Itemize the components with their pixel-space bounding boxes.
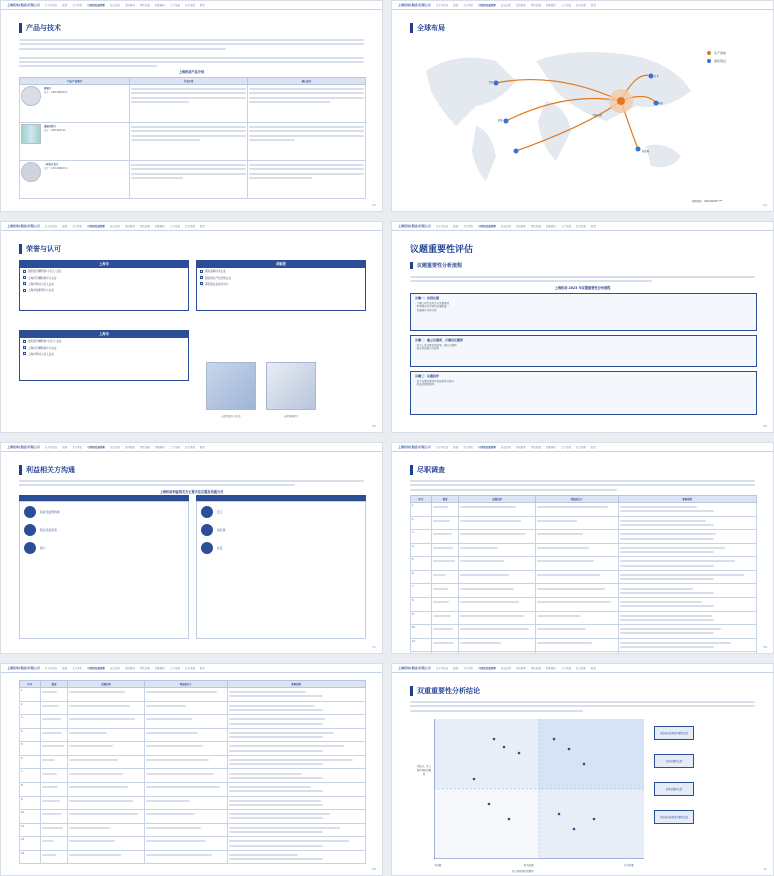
stakeholder-column: 政府及监管机构 股东及投资者 客户 <box>19 501 189 639</box>
x-tick: 较为重要 <box>524 864 534 867</box>
table-row: 9 <box>20 796 366 810</box>
nav-item[interactable]: 可持续发展管理 <box>87 446 105 449</box>
honor-box: 国家高新技术企业 国家知识产权优势企业 国家级企业技术中心 <box>196 267 366 311</box>
page-materiality <box>391 221 774 433</box>
nav-item[interactable]: 绿色发展 <box>530 4 541 7</box>
nav-item[interactable]: 可持续发展管理 <box>478 4 496 7</box>
check-icon <box>23 352 26 355</box>
nav-item[interactable]: 创新驱动 <box>545 225 556 228</box>
honor-box: 国家级专精特新"小巨人"企业 上海市专精特新中小企业 上海市科技小巨人企业 <box>19 337 189 381</box>
nav-item[interactable]: 绿色发展 <box>530 446 541 449</box>
nav-item[interactable]: 致辞 <box>453 446 459 449</box>
page-title: 议题重要性评估 <box>410 245 474 255</box>
nav-item[interactable]: 人才发展 <box>169 446 180 449</box>
check-icon <box>23 282 26 285</box>
nav-item[interactable]: 优质服务 <box>515 667 526 670</box>
nav-item[interactable]: 优质服务 <box>124 446 135 449</box>
page-number: 03 <box>372 203 376 207</box>
section-title: 议题重要性分析流程 <box>410 262 462 269</box>
page-number: 09 <box>372 867 376 871</box>
table-row: 5 <box>411 557 757 571</box>
table-title: 上海机场产品介绍 <box>178 70 205 74</box>
nav-item[interactable]: 附录 <box>199 225 205 228</box>
table-row: 9 <box>411 611 757 625</box>
nav-item[interactable]: 附录 <box>199 446 205 449</box>
city-label: 新加坡 <box>642 150 650 153</box>
certificate-photo <box>206 362 256 410</box>
nav-item[interactable]: 关于本报告 <box>44 446 58 449</box>
table-row: 8 <box>20 782 366 796</box>
contact-text: 销售热线：(021)50187 *** <box>692 200 723 203</box>
page-header <box>392 222 773 231</box>
legend-box: 影响重要性议题 <box>654 754 694 768</box>
section-title: 双重重要性分析结论 <box>410 686 480 696</box>
nav-item[interactable]: 关于本报告 <box>44 225 58 228</box>
page-due-diligence-cont <box>0 663 383 876</box>
process-step: 步骤二：建立议题库，并确定议题库 · 基于上述议题识别结果，建立议题库 · 征求利益相关方意见 <box>410 335 757 367</box>
legend-item: 生产基地 <box>707 51 726 55</box>
city-label: 韩国 <box>658 102 663 105</box>
nav-item[interactable]: 人才发展 <box>560 4 571 7</box>
honor-box-head: 上海市 <box>19 260 189 267</box>
page-products <box>0 0 383 212</box>
nav-item[interactable]: 致辞 <box>453 4 459 7</box>
nav-item[interactable]: 附录 <box>590 4 596 7</box>
nav-item[interactable]: 优质服务 <box>515 446 526 449</box>
nav-item[interactable]: 绿色发展 <box>139 446 150 449</box>
section-title <box>19 23 61 33</box>
table-row: 7 <box>20 769 366 783</box>
nav-item[interactable]: 创新驱动 <box>154 225 165 228</box>
check-icon <box>23 346 26 349</box>
nav-item[interactable]: 关于本报告 <box>44 667 58 670</box>
page-number: 08 <box>763 645 767 649</box>
company-logo: 上海机场(集团)有限公司 <box>398 445 431 449</box>
nav-item[interactable]: 优质服务 <box>124 4 135 7</box>
city-label: 美国 <box>488 81 493 84</box>
nav-item[interactable]: 附录 <box>590 225 596 228</box>
nav-item[interactable]: 致辞 <box>62 225 68 228</box>
page-header <box>1 222 382 231</box>
page-header <box>392 443 773 452</box>
table-row: 8 <box>411 597 757 611</box>
nav-item[interactable]: 关于我们 <box>463 667 474 670</box>
nav-item[interactable]: 附录 <box>199 667 205 670</box>
customer-icon <box>24 542 36 554</box>
table-row: 2 <box>411 516 757 530</box>
table-row: 4 <box>411 543 757 557</box>
x-axis-label: 对公司财务的重要性 <box>512 870 534 873</box>
check-icon <box>23 289 26 292</box>
nav-item[interactable]: 关于我们 <box>463 225 474 228</box>
title-text: 荣誉与认可 <box>26 245 61 253</box>
nav-item[interactable]: 致辞 <box>62 446 68 449</box>
nav-item[interactable]: 人才发展 <box>169 225 180 228</box>
city-label: 中国上海 <box>592 114 602 117</box>
title-text: 产品与技术 <box>26 24 61 32</box>
nav-item[interactable]: 绿色发展 <box>139 225 150 228</box>
page-global-layout <box>391 0 774 212</box>
nav-item[interactable]: 社会贡献 <box>575 667 586 670</box>
nav-item[interactable]: 关于我们 <box>463 4 474 7</box>
legend-item: 销售网点 <box>707 59 726 63</box>
honor-box-head: 上海市 <box>19 330 189 337</box>
world-map-icon <box>406 31 706 191</box>
table-row: 6 <box>20 755 366 769</box>
page-number: 10 <box>763 867 767 871</box>
product-table <box>19 77 366 199</box>
nav-item[interactable]: 创新驱动 <box>154 446 165 449</box>
photo-caption: 获授荣誉认可证书 <box>221 415 241 418</box>
intro-paragraph <box>19 478 364 489</box>
honor-box: 国家级专精特新"小巨人"企业 上海市专精特新中小企业 上海市科技小巨人企业 上海市创新型中小企业 <box>19 267 189 311</box>
page-header <box>392 664 773 673</box>
nav-item[interactable]: 创新驱动 <box>154 4 165 7</box>
intro-paragraph <box>410 699 755 714</box>
nav-item[interactable]: 致辞 <box>62 4 68 7</box>
nav-item[interactable]: 关于我们 <box>72 667 83 670</box>
nav-item[interactable]: 安全运营 <box>500 225 511 228</box>
nav-item[interactable]: 安全运营 <box>109 667 120 670</box>
nav-item[interactable]: 可持续发展管理 <box>87 225 105 228</box>
nav-item[interactable]: 绿色发展 <box>139 4 150 7</box>
nav-item[interactable]: 安全运营 <box>500 446 511 449</box>
nav-item[interactable]: 人才发展 <box>169 4 180 7</box>
page-number: 07 <box>372 645 376 649</box>
col-technology: 核心技术 <box>248 78 366 85</box>
nav-item[interactable]: 创新驱动 <box>154 667 165 670</box>
check-icon <box>23 270 26 273</box>
intro-paragraph <box>410 274 755 285</box>
nav-item[interactable]: 优质服务 <box>515 4 526 7</box>
nav-item[interactable]: 绿色发展 <box>530 667 541 670</box>
table-row: 1 <box>411 503 757 517</box>
col-application: 行业应用 <box>130 78 248 85</box>
table-row: 11 <box>411 638 757 652</box>
nav-item[interactable]: 关于我们 <box>72 446 83 449</box>
section-title: 尽职调查 <box>410 465 445 475</box>
nav-item[interactable]: 关于本报告 <box>44 4 58 7</box>
page-double-materiality <box>391 663 774 876</box>
page-header <box>1 664 382 673</box>
table-row: 6 <box>411 570 757 584</box>
nav-item[interactable]: 附录 <box>590 446 596 449</box>
investor-icon <box>24 524 36 536</box>
nav-item[interactable]: 关于我们 <box>72 225 83 228</box>
nav-item[interactable]: 社会贡献 <box>184 4 195 7</box>
company-logo: 上海机场(集团)有限公司 <box>398 666 431 670</box>
page-due-diligence <box>391 442 774 654</box>
nav-item[interactable]: 社会贡献 <box>184 667 195 670</box>
table-row: 3 <box>20 715 366 729</box>
nav-item[interactable]: 安全运营 <box>109 225 120 228</box>
company-logo: 上海机场(集团)有限公司 <box>398 3 431 7</box>
due-diligence-table: 序号 维度 议题名称 利益相关方 影响说明 1 2 3 4 5 6 7 8 9 10 11 <box>410 495 757 654</box>
company-logo: 上海机场(集团)有限公司 <box>7 445 40 449</box>
nav-item[interactable]: 优质服务 <box>124 225 135 228</box>
nav-item[interactable]: 人才发展 <box>560 667 571 670</box>
table-row: 13 <box>20 850 366 864</box>
nav-item[interactable]: 致辞 <box>62 667 68 670</box>
intro-paragraph <box>19 37 364 70</box>
table-row: 4 <box>20 728 366 742</box>
nav-item[interactable]: 可持续发展管理 <box>87 4 105 7</box>
supplier-icon <box>201 524 213 536</box>
nav-item[interactable]: 社会贡献 <box>575 225 586 228</box>
check-icon <box>200 276 203 279</box>
due-diligence-table: 序号 维度 议题名称 利益相关方 影响说明 1 2 3 4 5 6 7 8 9 10 11 12 13 <box>19 680 366 864</box>
x-tick: 非常重要 <box>624 864 634 867</box>
nav-item[interactable]: 绿色发展 <box>139 667 150 670</box>
table-row: 1 <box>20 688 366 702</box>
company-logo: 上海机场(集团)有限公司 <box>398 224 431 228</box>
nav-item[interactable]: 安全运营 <box>109 4 120 7</box>
check-icon <box>200 270 203 273</box>
nav-item[interactable]: 社会贡献 <box>575 446 586 449</box>
government-icon <box>24 506 36 518</box>
company-logo: 上海机场(集团)有限公司 <box>7 666 40 670</box>
y-axis-label: 对经济、社会和环境的重要性 <box>416 765 432 776</box>
table-row: 12 <box>20 837 366 851</box>
process-step: 步骤一：识别议题 · 了解公司行业特点与发展情况 · 参考国内外可持续发展标准 · 开展同行对标分析 <box>410 293 757 331</box>
flow-title: 上海机场 2023 年议题重要性分析流程 <box>554 286 611 290</box>
community-icon <box>201 542 213 554</box>
nav-item[interactable]: 关于本报告 <box>435 4 449 7</box>
legend-box: 低影响和低财务重要性议题 <box>654 810 694 824</box>
page-number: 05 <box>372 424 376 428</box>
nav-item[interactable]: 优质服务 <box>124 667 135 670</box>
table-row: 10 <box>20 810 366 824</box>
intro-paragraph <box>410 478 755 493</box>
page-stakeholders <box>0 442 383 654</box>
nav-item[interactable]: 关于本报告 <box>435 225 449 228</box>
nav-item[interactable]: 安全运营 <box>500 4 511 7</box>
table-title: 上海机场利益相关方主要关注议题及沟通方式 <box>159 490 224 494</box>
nav-item[interactable]: 人才发展 <box>560 446 571 449</box>
table-row: 2 <box>20 701 366 715</box>
company-logo: 上海机场(集团)有限公司 <box>7 3 40 7</box>
x-tick: 不重要 <box>434 864 442 867</box>
page-number: 04 <box>763 203 767 207</box>
city-label: 日本 <box>654 75 659 78</box>
page-header <box>1 443 382 452</box>
city-label: 欧洲 <box>498 119 503 122</box>
nav-item[interactable]: 社会贡献 <box>184 446 195 449</box>
company-logo: 上海机场(集团)有限公司 <box>7 224 40 228</box>
nav-item[interactable]: 安全运营 <box>109 446 120 449</box>
check-icon <box>23 276 26 279</box>
nav-item[interactable]: 社会贡献 <box>184 225 195 228</box>
table-row <box>411 652 757 654</box>
table-row: 一体化开发片 尺寸：125-3000mm <box>20 161 366 199</box>
photo-caption: 获奖现场照片 <box>283 415 299 418</box>
table-row: 10 <box>411 625 757 639</box>
nav-item[interactable]: 附录 <box>590 667 596 670</box>
nav-item[interactable]: 社会贡献 <box>575 4 586 7</box>
section-title: 利益相关方沟通 <box>19 465 75 475</box>
materiality-matrix <box>434 719 644 859</box>
legend-box: 高影响和高财务重要性议题 <box>654 726 694 740</box>
check-icon <box>23 340 26 343</box>
nav-item[interactable]: 关于本报告 <box>435 667 449 670</box>
nav-item[interactable]: 人才发展 <box>560 225 571 228</box>
page-header <box>1 1 382 10</box>
nav-item[interactable]: 人才发展 <box>169 667 180 670</box>
stakeholder-column: 员工 供应商 社区 <box>196 501 366 639</box>
page-number: 06 <box>763 424 767 428</box>
nav-item[interactable]: 关于本报告 <box>435 446 449 449</box>
nav-item[interactable]: 可持续发展管理 <box>478 446 496 449</box>
nav-item[interactable]: 可持续发展管理 <box>87 667 105 670</box>
nav-item[interactable]: 绿色发展 <box>530 225 541 228</box>
table-row: 11 <box>20 823 366 837</box>
table-row: 研磨片 尺寸：200-3000mm <box>20 85 366 123</box>
award-photo <box>266 362 316 410</box>
nav-item[interactable]: 关于我们 <box>72 4 83 7</box>
nav-item[interactable]: 创新驱动 <box>545 667 556 670</box>
employee-icon <box>201 506 213 518</box>
nav-item[interactable]: 附录 <box>199 4 205 7</box>
table-row: 3 <box>411 530 757 544</box>
nav-item[interactable]: 关于我们 <box>463 446 474 449</box>
table-row: 7 <box>411 584 757 598</box>
table-row: 5 <box>20 742 366 756</box>
table-row: 镜面外延片 尺寸：200-300mm <box>20 123 366 161</box>
check-icon <box>200 282 203 285</box>
nav-item[interactable]: 创新驱动 <box>545 4 556 7</box>
nav-item[interactable]: 优质服务 <box>515 225 526 228</box>
honor-box-head: 国家级 <box>196 260 366 267</box>
nav-item[interactable]: 可持续发展管理 <box>478 225 496 228</box>
nav-item[interactable]: 创新驱动 <box>545 446 556 449</box>
nav-item[interactable]: 可持续发展管理 <box>478 667 496 670</box>
section-title <box>19 244 61 254</box>
nav-item[interactable]: 致辞 <box>453 667 459 670</box>
nav-item[interactable]: 致辞 <box>453 225 459 228</box>
nav-item[interactable]: 安全运营 <box>500 667 511 670</box>
legend-box: 财务重要性议题 <box>654 782 694 796</box>
process-step: 步骤三：议题排序 · 基于议题重要性评估结果进行排序 · 形成重要性矩阵 <box>410 371 757 415</box>
page-honors <box>0 221 383 433</box>
title-text: 全球布局 <box>417 24 445 32</box>
col-product: 产品/产品简介 <box>20 78 130 85</box>
page-header <box>392 1 773 10</box>
